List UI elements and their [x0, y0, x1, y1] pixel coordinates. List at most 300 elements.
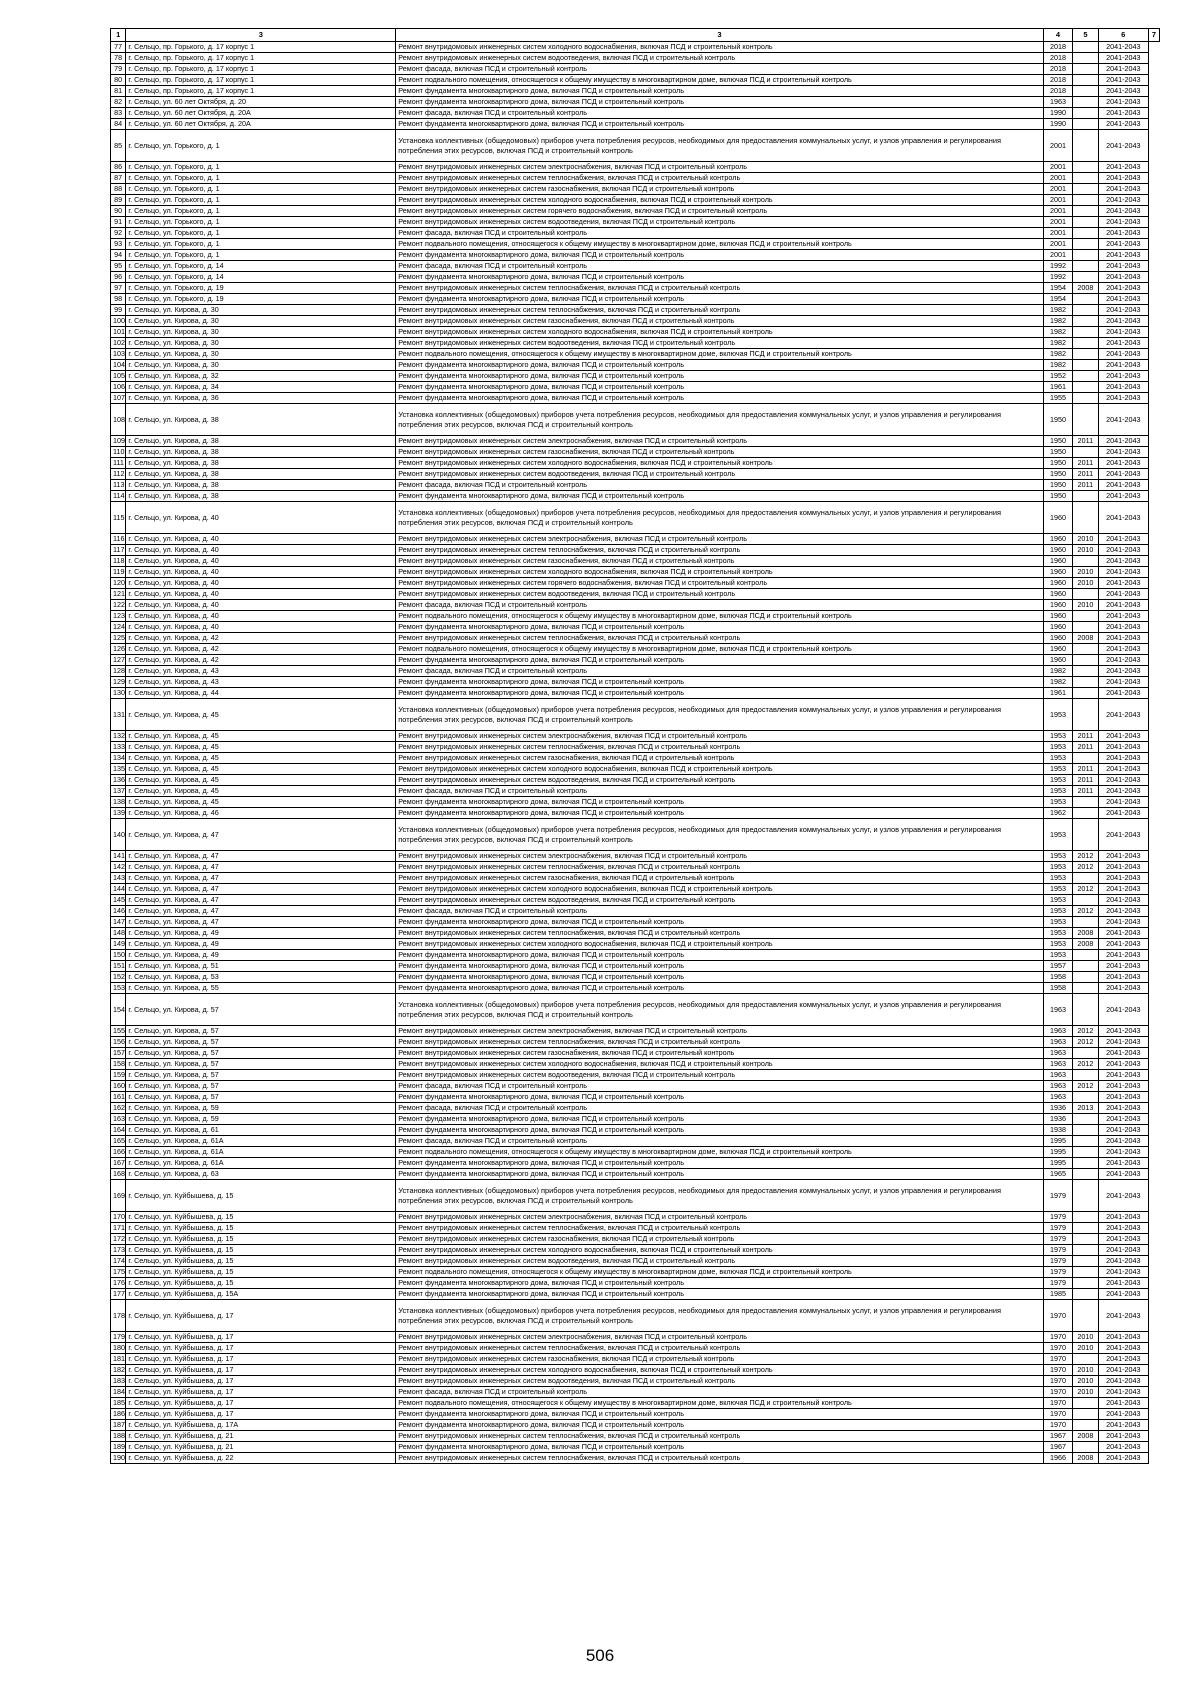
planned-period-cell: 2041-2043 [1098, 775, 1148, 786]
work-description-cell: Ремонт внутридомовых инженерных систем холодного водоснабжения, включая ПСД и строительный контроль [396, 1245, 1043, 1256]
row-number: 89 [111, 195, 126, 206]
margin-cell [1149, 1409, 1160, 1420]
work-description-cell: Ремонт фундамента многоквартирного дома, включая ПСД и строительный контроль [396, 1169, 1043, 1180]
planned-period-cell: 2041-2043 [1098, 480, 1148, 491]
year-built-cell: 1982 [1043, 338, 1073, 349]
address-cell: г. Сельцо, ул. Горького, д. 19 [126, 283, 396, 294]
work-description-cell: Ремонт подвального помещения, относящегося к общему имуществу в многоквартирном доме, включая ПСД и строительный контроль [396, 349, 1043, 360]
last-repair-year-cell: 2010 [1073, 1343, 1098, 1354]
last-repair-year-cell [1073, 972, 1098, 983]
row-number: 130 [111, 688, 126, 699]
address-cell: г. Сельцо, ул. Кирова, д. 47 [126, 906, 396, 917]
work-description-cell: Ремонт внутридомовых инженерных систем теплоснабжения, включая ПСД и строительный контроль [396, 1453, 1043, 1464]
row-number: 105 [111, 371, 126, 382]
margin-cell [1149, 688, 1160, 699]
planned-period-cell: 2041-2043 [1098, 939, 1148, 950]
year-built-cell: 1953 [1043, 731, 1073, 742]
table-row [111, 666, 1160, 677]
last-repair-year-cell [1073, 655, 1098, 666]
last-repair-year-cell [1073, 1158, 1098, 1169]
address-cell: г. Сельцо, ул. Кирова, д. 57 [126, 1037, 396, 1048]
row-number: 119 [111, 567, 126, 578]
row-number: 174 [111, 1256, 126, 1267]
last-repair-year-cell [1073, 753, 1098, 764]
year-built-cell: 1985 [1043, 1289, 1073, 1300]
margin-cell [1149, 404, 1160, 436]
year-built-cell: 1979 [1043, 1212, 1073, 1223]
margin-cell [1149, 1289, 1160, 1300]
address-cell: г. Сельцо, ул. Куйбышева, д. 21 [126, 1431, 396, 1442]
address-cell: г. Сельцо, ул. Кирова, д. 40 [126, 567, 396, 578]
last-repair-year-cell [1073, 1136, 1098, 1147]
last-repair-year-cell: 2010 [1073, 1376, 1098, 1387]
margin-cell [1149, 1169, 1160, 1180]
table-row [111, 480, 1160, 491]
address-cell: г. Сельцо, ул. Кирова, д. 45 [126, 753, 396, 764]
address-cell: г. Сельцо, ул. Горького, д. 1 [126, 239, 396, 250]
table-row [111, 130, 1160, 162]
work-description-cell: Ремонт фасада, включая ПСД и строительный контроль [396, 906, 1043, 917]
row-number: 107 [111, 393, 126, 404]
year-built-cell: 1970 [1043, 1365, 1073, 1376]
planned-period-cell: 2041-2043 [1098, 1398, 1148, 1409]
margin-cell [1149, 491, 1160, 502]
last-repair-year-cell: 2008 [1073, 633, 1098, 644]
address-cell: г. Сельцо, ул. Кирова, д. 40 [126, 611, 396, 622]
table-row [111, 983, 1160, 994]
table-row [111, 1037, 1160, 1048]
address-cell: г. Сельцо, ул. Кирова, д. 49 [126, 928, 396, 939]
year-built-cell: 1953 [1043, 950, 1073, 961]
last-repair-year-cell [1073, 261, 1098, 272]
year-built-cell: 1960 [1043, 578, 1073, 589]
planned-period-cell: 2041-2043 [1098, 1343, 1148, 1354]
year-built-cell: 2001 [1043, 195, 1073, 206]
address-cell: г. Сельцо, ул. Кирова, д. 57 [126, 1092, 396, 1103]
margin-cell [1149, 972, 1160, 983]
planned-period-cell: 2041-2043 [1098, 327, 1148, 338]
year-built-cell: 1979 [1043, 1245, 1073, 1256]
table-row [111, 797, 1160, 808]
year-built-cell: 1967 [1043, 1431, 1073, 1442]
year-built-cell: 2018 [1043, 64, 1073, 75]
row-number: 127 [111, 655, 126, 666]
last-repair-year-cell: 2011 [1073, 458, 1098, 469]
planned-period-cell: 2041-2043 [1098, 677, 1148, 688]
year-built-cell: 1960 [1043, 567, 1073, 578]
planned-period-cell: 2041-2043 [1098, 906, 1148, 917]
address-cell: г. Сельцо, ул. Кирова, д. 40 [126, 578, 396, 589]
table-row [111, 1289, 1160, 1300]
planned-period-cell: 2041-2043 [1098, 1256, 1148, 1267]
last-repair-year-cell [1073, 206, 1098, 217]
planned-period-cell: 2041-2043 [1098, 862, 1148, 873]
planned-period-cell: 2041-2043 [1098, 360, 1148, 371]
margin-cell [1149, 731, 1160, 742]
address-cell: г. Сельцо, ул. Кирова, д. 47 [126, 895, 396, 906]
address-cell: г. Сельцо, ул. Кирова, д. 40 [126, 502, 396, 534]
table-row [111, 622, 1160, 633]
table-row [111, 611, 1160, 622]
work-description-cell: Ремонт фундамента многоквартирного дома, включая ПСД и строительный контроль [396, 1409, 1043, 1420]
work-description-cell: Ремонт фасада, включая ПСД и строительный контроль [396, 600, 1043, 611]
margin-cell [1149, 655, 1160, 666]
last-repair-year-cell [1073, 556, 1098, 567]
work-description-cell: Ремонт фундамента многоквартирного дома, включая ПСД и строительный контроль [396, 797, 1043, 808]
row-number: 95 [111, 261, 126, 272]
row-number: 90 [111, 206, 126, 217]
last-repair-year-cell [1073, 1289, 1098, 1300]
work-description-cell: Ремонт внутридомовых инженерных систем газоснабжения, включая ПСД и строительный контроль [396, 1234, 1043, 1245]
row-number: 98 [111, 294, 126, 305]
year-built-cell: 1953 [1043, 753, 1073, 764]
work-description-cell: Ремонт внутридомовых инженерных систем теплоснабжения, включая ПСД и строительный контроль [396, 1037, 1043, 1048]
year-built-cell: 2001 [1043, 206, 1073, 217]
last-repair-year-cell [1073, 1409, 1098, 1420]
work-description-cell: Ремонт фундамента многоквартирного дома, включая ПСД и строительный контроль [396, 360, 1043, 371]
work-description-cell: Ремонт внутридомовых инженерных систем электроснабжения, включая ПСД и строительный контроль [396, 162, 1043, 173]
planned-period-cell: 2041-2043 [1098, 797, 1148, 808]
work-description-cell: Ремонт фундамента многоквартирного дома, включая ПСД и строительный контроль [396, 961, 1043, 972]
last-repair-year-cell: 2010 [1073, 578, 1098, 589]
address-cell: г. Сельцо, ул. Кирова, д. 47 [126, 873, 396, 884]
row-number: 153 [111, 983, 126, 994]
address-cell: г. Сельцо, ул. Кирова, д. 45 [126, 699, 396, 731]
last-repair-year-cell [1073, 42, 1098, 53]
last-repair-year-cell: 2011 [1073, 731, 1098, 742]
last-repair-year-cell: 2011 [1073, 764, 1098, 775]
last-repair-year-cell: 2011 [1073, 480, 1098, 491]
work-description-cell: Ремонт фасада, включая ПСД и строительный контроль [396, 64, 1043, 75]
table-row [111, 819, 1160, 851]
row-number: 85 [111, 130, 126, 162]
address-cell: г. Сельцо, ул. Кирова, д. 30 [126, 360, 396, 371]
row-number: 169 [111, 1180, 126, 1212]
planned-period-cell: 2041-2043 [1098, 1267, 1148, 1278]
year-built-cell: 1960 [1043, 545, 1073, 556]
work-description-cell: Установка коллективных (общедомовых) приборов учета потребления ресурсов, необходимых для предоставления коммунальных услуг, и узлов управления и регулирования потребления этих ресурсов, включая ПСД и строительный контроль [396, 1300, 1043, 1332]
last-repair-year-cell [1073, 1234, 1098, 1245]
work-description-cell: Ремонт внутридомовых инженерных систем электроснабжения, включая ПСД и строительный контроль [396, 436, 1043, 447]
work-description-cell: Ремонт внутридомовых инженерных систем водоотведения, включая ПСД и строительный контроль [396, 338, 1043, 349]
last-repair-year-cell: 2011 [1073, 742, 1098, 753]
planned-period-cell: 2041-2043 [1098, 1081, 1148, 1092]
work-description-cell: Ремонт фундамента многоквартирного дома, включая ПСД и строительный контроль [396, 622, 1043, 633]
address-cell: г. Сельцо, ул. Кирова, д. 61 [126, 1125, 396, 1136]
margin-cell [1149, 819, 1160, 851]
year-built-cell: 1960 [1043, 534, 1073, 545]
address-cell: г. Сельцо, ул. Кирова, д. 57 [126, 1081, 396, 1092]
table-row [111, 534, 1160, 545]
address-cell: г. Сельцо, ул. Кирова, д. 51 [126, 961, 396, 972]
work-description-cell: Ремонт внутридомовых инженерных систем водоотведения, включая ПСД и строительный контроль [396, 217, 1043, 228]
last-repair-year-cell: 2008 [1073, 283, 1098, 294]
margin-cell [1149, 786, 1160, 797]
margin-cell [1149, 327, 1160, 338]
planned-period-cell: 2041-2043 [1098, 1026, 1148, 1037]
work-description-cell: Ремонт фасада, включая ПСД и строительный контроль [396, 1103, 1043, 1114]
work-description-cell: Ремонт внутридомовых инженерных систем горячего водоснабжения, включая ПСД и строительный контроль [396, 578, 1043, 589]
address-cell: г. Сельцо, пр. Горького, д. 17 корпус 1 [126, 75, 396, 86]
last-repair-year-cell [1073, 173, 1098, 184]
planned-period-cell: 2041-2043 [1098, 86, 1148, 97]
planned-period-cell: 2041-2043 [1098, 655, 1148, 666]
margin-cell [1149, 195, 1160, 206]
margin-cell [1149, 228, 1160, 239]
address-cell: г. Сельцо, ул. Кирова, д. 30 [126, 305, 396, 316]
row-number: 101 [111, 327, 126, 338]
last-repair-year-cell [1073, 611, 1098, 622]
margin-cell [1149, 1278, 1160, 1289]
last-repair-year-cell: 2010 [1073, 1332, 1098, 1343]
last-repair-year-cell [1073, 338, 1098, 349]
row-number: 151 [111, 961, 126, 972]
year-built-cell: 1992 [1043, 261, 1073, 272]
last-repair-year-cell [1073, 119, 1098, 130]
margin-cell [1149, 261, 1160, 272]
table-row [111, 272, 1160, 283]
work-description-cell: Ремонт внутридомовых инженерных систем газоснабжения, включая ПСД и строительный контроль [396, 873, 1043, 884]
planned-period-cell: 2041-2043 [1098, 283, 1148, 294]
last-repair-year-cell [1073, 75, 1098, 86]
year-built-cell: 1953 [1043, 928, 1073, 939]
work-description-cell: Ремонт фасада, включая ПСД и строительный контроль [396, 1081, 1043, 1092]
address-cell: г. Сельцо, ул. Горького, д. 1 [126, 184, 396, 195]
table-row [111, 808, 1160, 819]
row-number: 94 [111, 250, 126, 261]
work-description-cell: Ремонт внутридомовых инженерных систем электроснабжения, включая ПСД и строительный контроль [396, 1212, 1043, 1223]
year-built-cell: 1995 [1043, 1158, 1073, 1169]
margin-cell [1149, 895, 1160, 906]
work-description-cell: Ремонт внутридомовых инженерных систем теплоснабжения, включая ПСД и строительный контроль [396, 1343, 1043, 1354]
margin-cell [1149, 42, 1160, 53]
row-number: 163 [111, 1114, 126, 1125]
table-row [111, 64, 1160, 75]
margin-cell [1149, 217, 1160, 228]
table-row [111, 906, 1160, 917]
planned-period-cell: 2041-2043 [1098, 742, 1148, 753]
year-built-cell: 1995 [1043, 1147, 1073, 1158]
margin-cell [1149, 53, 1160, 64]
margin-cell [1149, 567, 1160, 578]
work-description-cell: Ремонт фундамента многоквартирного дома, включая ПСД и строительный контроль [396, 382, 1043, 393]
planned-period-cell: 2041-2043 [1098, 436, 1148, 447]
margin-cell [1149, 1223, 1160, 1234]
table-row [111, 1256, 1160, 1267]
year-built-cell: 1962 [1043, 808, 1073, 819]
work-description-cell: Ремонт подвального помещения, относящегося к общему имуществу в многоквартирном доме, включая ПСД и строительный контроль [396, 1398, 1043, 1409]
year-built-cell: 1938 [1043, 1125, 1073, 1136]
planned-period-cell: 2041-2043 [1098, 217, 1148, 228]
last-repair-year-cell [1073, 239, 1098, 250]
table-row [111, 75, 1160, 86]
year-built-cell: 1963 [1043, 1048, 1073, 1059]
work-description-cell: Ремонт фундамента многоквартирного дома, включая ПСД и строительный контроль [396, 1092, 1043, 1103]
row-number: 112 [111, 469, 126, 480]
last-repair-year-cell: 2012 [1073, 851, 1098, 862]
header-cell: 4 [1043, 29, 1073, 42]
planned-period-cell: 2041-2043 [1098, 1431, 1148, 1442]
table-row [111, 349, 1160, 360]
margin-cell [1149, 961, 1160, 972]
row-number: 141 [111, 851, 126, 862]
table-row [111, 436, 1160, 447]
margin-cell [1149, 1136, 1160, 1147]
row-number: 182 [111, 1365, 126, 1376]
work-description-cell: Установка коллективных (общедомовых) приборов учета потребления ресурсов, необходимых для предоставления коммунальных услуг, и узлов управления и регулирования потребления этих ресурсов, включая ПСД и строительный контроль [396, 130, 1043, 162]
work-description-cell: Ремонт внутридомовых инженерных систем холодного водоснабжения, включая ПСД и строительный контроль [396, 458, 1043, 469]
last-repair-year-cell [1073, 250, 1098, 261]
year-built-cell: 1957 [1043, 961, 1073, 972]
last-repair-year-cell: 2011 [1073, 786, 1098, 797]
row-number: 189 [111, 1442, 126, 1453]
row-number: 96 [111, 272, 126, 283]
last-repair-year-cell [1073, 404, 1098, 436]
table-row [111, 206, 1160, 217]
table-row [111, 753, 1160, 764]
year-built-cell: 2001 [1043, 228, 1073, 239]
address-cell: г. Сельцо, ул. Кирова, д. 34 [126, 382, 396, 393]
planned-period-cell: 2041-2043 [1098, 1169, 1148, 1180]
last-repair-year-cell [1073, 327, 1098, 338]
row-number: 180 [111, 1343, 126, 1354]
planned-period-cell: 2041-2043 [1098, 195, 1148, 206]
address-cell: г. Сельцо, пр. Горького, д. 17 корпус 1 [126, 86, 396, 97]
work-description-cell: Ремонт внутридомовых инженерных систем электроснабжения, включая ПСД и строительный контроль [396, 731, 1043, 742]
last-repair-year-cell [1073, 228, 1098, 239]
work-description-cell: Ремонт фундамента многоквартирного дома, включая ПСД и строительный контроль [396, 393, 1043, 404]
row-number: 102 [111, 338, 126, 349]
address-cell: г. Сельцо, ул. Горького, д. 1 [126, 206, 396, 217]
planned-period-cell: 2041-2043 [1098, 250, 1148, 261]
last-repair-year-cell: 2010 [1073, 1365, 1098, 1376]
table-row [111, 1398, 1160, 1409]
planned-period-cell: 2041-2043 [1098, 1070, 1148, 1081]
row-number: 86 [111, 162, 126, 173]
row-number: 129 [111, 677, 126, 688]
row-number: 162 [111, 1103, 126, 1114]
year-built-cell: 2001 [1043, 130, 1073, 162]
margin-cell [1149, 206, 1160, 217]
table-row [111, 950, 1160, 961]
work-description-cell: Ремонт подвального помещения, относящегося к общему имуществу в многоквартирном доме, включая ПСД и строительный контроль [396, 1147, 1043, 1158]
work-description-cell: Установка коллективных (общедомовых) приборов учета потребления ресурсов, необходимых для предоставления коммунальных услуг, и узлов управления и регулирования потребления этих ресурсов, включая ПСД и строительный контроль [396, 404, 1043, 436]
work-description-cell: Ремонт фундамента многоквартирного дома, включая ПСД и строительный контроль [396, 272, 1043, 283]
work-description-cell: Ремонт внутридомовых инженерных систем теплоснабжения, включая ПСД и строительный контроль [396, 928, 1043, 939]
planned-period-cell: 2041-2043 [1098, 261, 1148, 272]
work-description-cell: Ремонт подвального помещения, относящегося к общему имуществу в многоквартирном доме, включая ПСД и строительный контроль [396, 1267, 1043, 1278]
last-repair-year-cell: 2008 [1073, 939, 1098, 950]
table-row [111, 928, 1160, 939]
address-cell: г. Сельцо, ул. Кирова, д. 57 [126, 1026, 396, 1037]
year-built-cell: 1960 [1043, 502, 1073, 534]
address-cell: г. Сельцо, ул. Куйбышева, д. 15А [126, 1289, 396, 1300]
table-row [111, 1234, 1160, 1245]
row-number: 145 [111, 895, 126, 906]
margin-cell [1149, 1234, 1160, 1245]
margin-cell [1149, 75, 1160, 86]
work-description-cell: Ремонт фундамента многоквартирного дома, включая ПСД и строительный контроль [396, 119, 1043, 130]
header-cell: 3 [396, 29, 1043, 42]
address-cell: г. Сельцо, ул. Горького, д. 19 [126, 294, 396, 305]
work-description-cell: Ремонт внутридомовых инженерных систем водоотведения, включая ПСД и строительный контроль [396, 895, 1043, 906]
margin-cell [1149, 1442, 1160, 1453]
year-built-cell: 1963 [1043, 1059, 1073, 1070]
planned-period-cell: 2041-2043 [1098, 393, 1148, 404]
year-built-cell: 1953 [1043, 884, 1073, 895]
margin-cell [1149, 305, 1160, 316]
table-row [111, 851, 1160, 862]
margin-cell [1149, 1125, 1160, 1136]
row-number: 77 [111, 42, 126, 53]
row-number: 167 [111, 1158, 126, 1169]
margin-cell [1149, 1354, 1160, 1365]
year-built-cell: 1953 [1043, 917, 1073, 928]
table-row [111, 86, 1160, 97]
row-number: 159 [111, 1070, 126, 1081]
last-repair-year-cell: 2010 [1073, 600, 1098, 611]
last-repair-year-cell: 2010 [1073, 534, 1098, 545]
row-number: 183 [111, 1376, 126, 1387]
row-number: 139 [111, 808, 126, 819]
work-description-cell: Ремонт внутридомовых инженерных систем холодного водоснабжения, включая ПСД и строительный контроль [396, 764, 1043, 775]
address-cell: г. Сельцо, ул. Кирова, д. 30 [126, 338, 396, 349]
year-built-cell: 1953 [1043, 819, 1073, 851]
planned-period-cell: 2041-2043 [1098, 699, 1148, 731]
address-cell: г. Сельцо, ул. Кирова, д. 30 [126, 349, 396, 360]
address-cell: г. Сельцо, ул. Кирова, д. 42 [126, 644, 396, 655]
table-row [111, 42, 1160, 53]
planned-period-cell: 2041-2043 [1098, 1037, 1148, 1048]
work-description-cell: Ремонт внутридомовых инженерных систем теплоснабжения, включая ПСД и строительный контроль [396, 862, 1043, 873]
planned-period-cell: 2041-2043 [1098, 1442, 1148, 1453]
last-repair-year-cell [1073, 1180, 1098, 1212]
row-number: 114 [111, 491, 126, 502]
year-built-cell: 2001 [1043, 173, 1073, 184]
address-cell: г. Сельцо, ул. Куйбышева, д. 15 [126, 1278, 396, 1289]
header-cell: 1 [111, 29, 126, 42]
margin-cell [1149, 436, 1160, 447]
margin-cell [1149, 983, 1160, 994]
margin-cell [1149, 250, 1160, 261]
planned-period-cell: 2041-2043 [1098, 1059, 1148, 1070]
year-built-cell: 1970 [1043, 1398, 1073, 1409]
year-built-cell: 1963 [1043, 994, 1073, 1026]
margin-cell [1149, 1343, 1160, 1354]
margin-cell [1149, 556, 1160, 567]
year-built-cell: 1990 [1043, 108, 1073, 119]
address-cell: г. Сельцо, ул. Куйбышева, д. 15 [126, 1234, 396, 1245]
row-number: 134 [111, 753, 126, 764]
address-cell: г. Сельцо, ул. Кирова, д. 38 [126, 491, 396, 502]
last-repair-year-cell [1073, 895, 1098, 906]
table-row [111, 1300, 1160, 1332]
table-row [111, 1070, 1160, 1081]
work-description-cell: Установка коллективных (общедомовых) приборов учета потребления ресурсов, необходимых для предоставления коммунальных услуг, и узлов управления и регулирования потребления этих ресурсов, включая ПСД и строительный контроль [396, 699, 1043, 731]
year-built-cell: 2018 [1043, 75, 1073, 86]
work-description-cell: Установка коллективных (общедомовых) приборов учета потребления ресурсов, необходимых для предоставления коммунальных услуг, и узлов управления и регулирования потребления этих ресурсов, включая ПСД и строительный контроль [396, 502, 1043, 534]
address-cell: г. Сельцо, ул. Кирова, д. 63 [126, 1169, 396, 1180]
margin-cell [1149, 939, 1160, 950]
row-number: 115 [111, 502, 126, 534]
table-row [111, 1387, 1160, 1398]
address-cell: г. Сельцо, ул. Кирова, д. 42 [126, 633, 396, 644]
table-row [111, 1332, 1160, 1343]
table-row [111, 1147, 1160, 1158]
planned-period-cell: 2041-2043 [1098, 1158, 1148, 1169]
header-cell: 7 [1149, 29, 1160, 42]
work-description-cell: Ремонт внутридомовых инженерных систем холодного водоснабжения, включая ПСД и строительный контроль [396, 42, 1043, 53]
